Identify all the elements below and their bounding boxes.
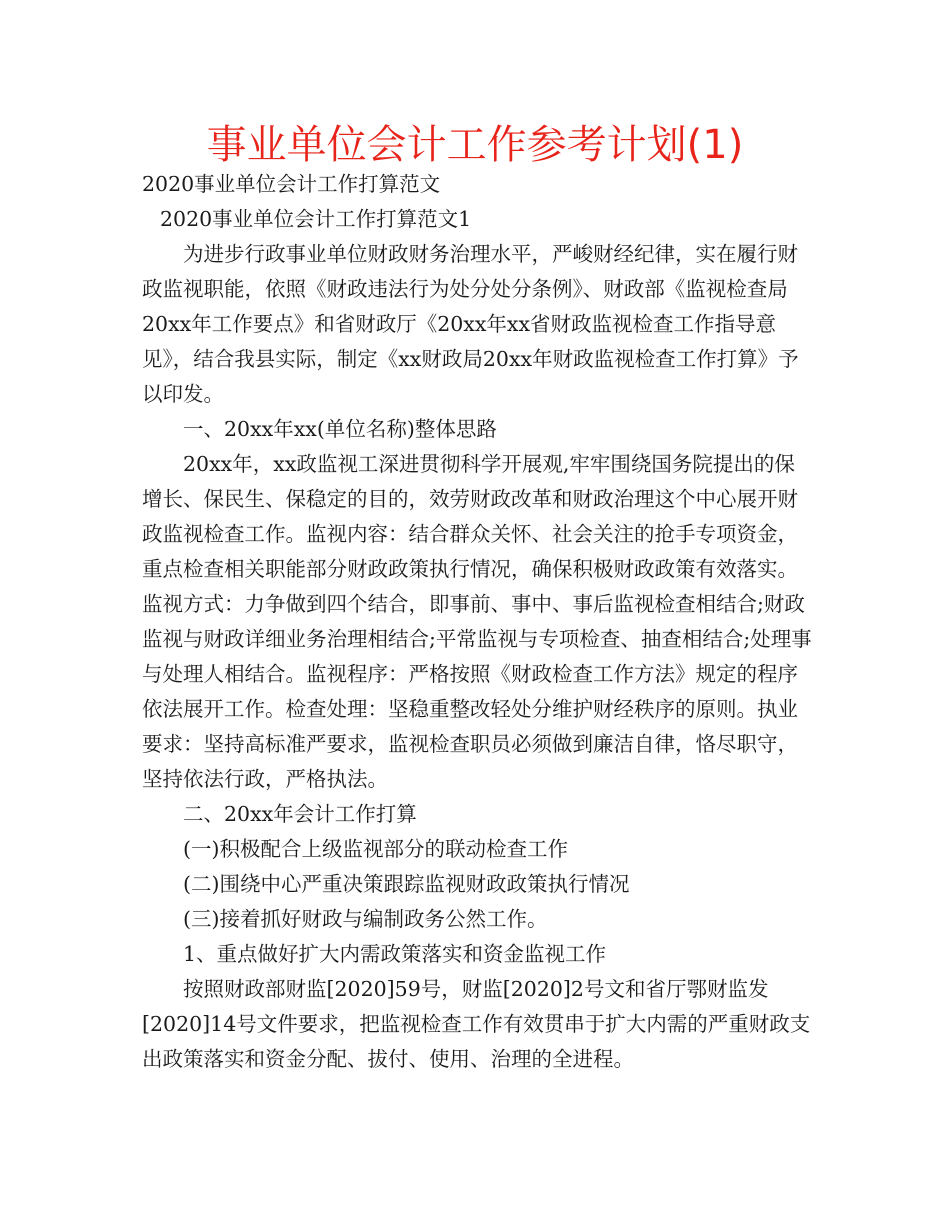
paragraph-intro: 为进步行政事业单位财政财务治理水平，严峻财经纪律，实在履行财政监视职能，依照《财政违法行为处分处分条例》、财政部《监视检查局20xx年工作要点》和省财政厅《20xx年xx省财政监视检查工作指导意见》，结合我县实际，制定《xx财政局20xx年财政监视检查工作打算》予以印发。: [142, 242, 799, 406]
paragraph-heading-1: 2020事业单位会计工作打算范文1: [160, 207, 472, 231]
list-item-1: (一)积极配合上级监视部分的联动检查工作: [183, 837, 568, 861]
paragraph-overall-approach: 20xx年，xx政监视工深进贯彻科学开展观,牢牢围绕国务院提出的保增长、保民生、保稳定的目的，效劳财政改革和财政治理这个中心展开财政监视检查工作。监视内容：结合群众关怀、社会关注的抢手专项资金，重点检查相关职能部分财政政策执行情况，确保积极财政政策有效落实。监视方式：力争做到四个结合，即事前、事中、事后监视检查相结合;财政监视与财政详细业务治理相结合;平常监视与专项检查、抽查相结合;处理事与处理人相结合。监视程序：严格按照《财政检查工作方法》规定的程序依法展开工作。检查处理：坚稳重整改轻处分维护财经秩序的原则。执业要求：坚持高标准严要求，监视检查职员必须做到廉洁自律，恪尽职守，坚持依法行政，严格执法。: [142, 452, 812, 791]
sub-heading-1: 1、重点做好扩大内需政策落实和资金监视工作: [183, 942, 607, 966]
section-heading-1: 一、20xx年xx(单位名称)整体思路: [183, 417, 497, 441]
document-title: 事业单位会计工作参考计划(1): [206, 122, 744, 168]
list-item-2: (二)围绕中心严重决策跟踪监视财政政策执行情况: [183, 872, 630, 896]
section-heading-2: 二、20xx年会计工作打算: [183, 802, 417, 826]
list-item-3: (三)接着抓好财政与编制政务公然工作。: [183, 907, 548, 931]
paragraph-fund-supervision: 按照财政部财监[2020]59号，财监[2020]2号文和省厅鄂财监发[2020]14号文件要求，把监视检查工作有效贯串于扩大内需的严重财政支出政策落实和资金分配、拔付、使用、治理的全进程。: [142, 977, 811, 1071]
document-body: [142, 167, 812, 1077]
paragraph-subtitle: 2020事业单位会计工作打算范文: [142, 172, 441, 196]
